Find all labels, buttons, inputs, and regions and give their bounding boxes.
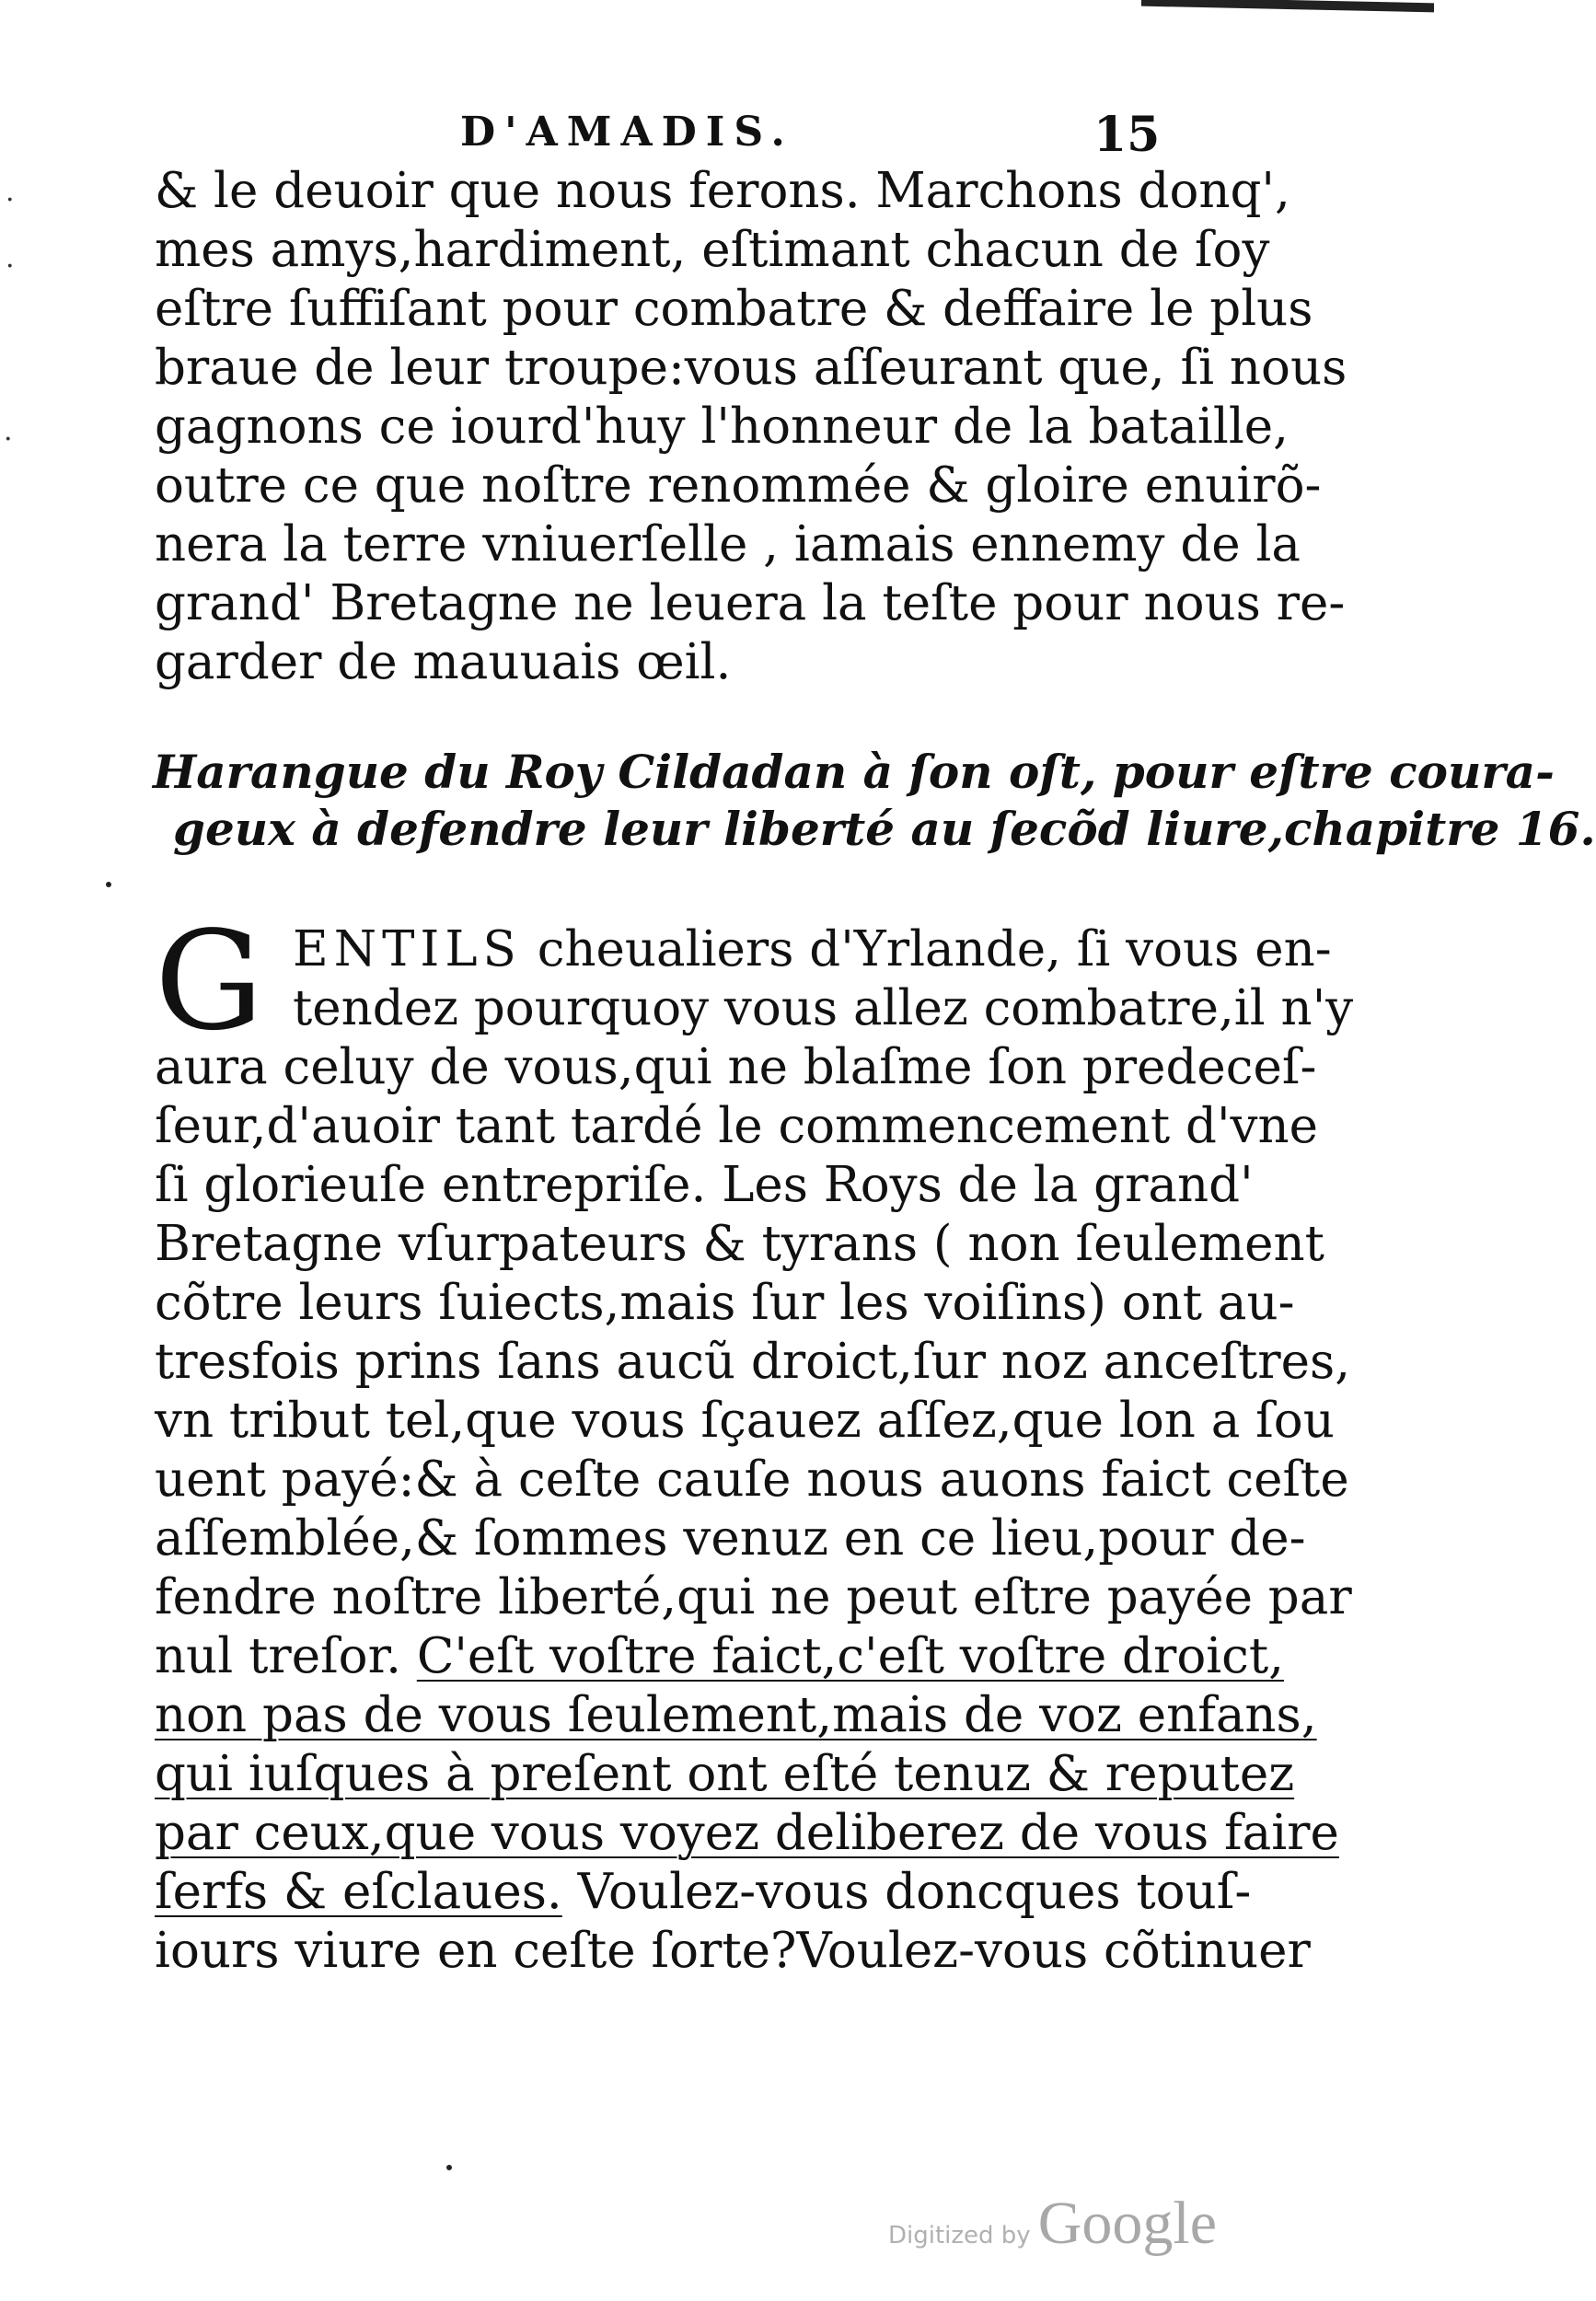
ink-speck: [446, 2165, 452, 2170]
drop-cap: G: [155, 902, 264, 1060]
text-line: [155, 920, 1332, 979]
underlined-passage: qui iuſques à preſent ont eſté tenuz & reputez: [155, 1746, 1295, 1802]
paragraph-2: [155, 920, 1354, 1981]
heading-line: geux à defendre leur liberté au ſecõd liure,chapitre 16.: [173, 802, 1596, 856]
text-line: vn tribut tel,que vous ſçauez aſſez,que lon a ſou: [155, 1393, 1335, 1449]
first-word: ENTILS: [293, 921, 522, 977]
text-line: grand' Bretagne ne leuera la teſte pour nous re-: [155, 575, 1346, 631]
text-segment: cheualiers d'Yrlande, ſi vous en-: [521, 921, 1332, 977]
text-line: [155, 1745, 1295, 1804]
text-line: [155, 1627, 1285, 1686]
text-segment: Voulez-vous doncques touſ-: [561, 1864, 1252, 1920]
text-line: fendre noſtre liberté,qui ne peut eſtre payée par: [155, 1569, 1352, 1625]
watermark-prefix: Digitized by: [888, 2222, 1031, 2249]
underlined-passage: non pas de vous ſeulement,mais de voz enfans,: [155, 1687, 1317, 1743]
text-line: ſi glorieuſe entrepriſe. Les Roys de la grand': [155, 1157, 1254, 1213]
underlined-passage: par ceux,que vous voyez deliberez de vous faire: [155, 1805, 1339, 1861]
text-line: tendez pourquoy vous allez combatre,il n'y: [293, 980, 1354, 1036]
margin-mark: ·: [6, 250, 15, 283]
underlined-passage: ſerfs & eſclaues.: [155, 1864, 562, 1920]
heading-line: Harangue du Roy Cildadan à ſon oſt, pour eſtre coura-: [153, 745, 1555, 799]
text-line: [155, 1686, 1317, 1745]
text-line: [155, 1863, 1252, 1922]
text-segment: nul treſor.: [155, 1628, 417, 1684]
text-line: eſtre ſuffiſant pour combatre & deffaire le plus: [155, 281, 1313, 337]
page-number: 15: [1093, 107, 1161, 163]
text-line: aſſemblée,& ſommes venuz en ce lieu,pour de-: [155, 1510, 1306, 1567]
paragraph-1: [155, 162, 1347, 692]
text-line: iours viure en ceſte ſorte?Voulez-vous cõtinuer: [155, 1923, 1311, 1979]
text-line: mes amys,hardiment, eſtimant chacun de ſoy: [155, 222, 1270, 278]
text-line: braue de leur troupe:vous aſſeurant que, ſi nous: [155, 340, 1347, 396]
text-line: uent payé:& à ceſte cauſe nous auons faict ceſte: [155, 1451, 1349, 1508]
section-heading: [153, 744, 1596, 858]
google-logo: Google: [1037, 2190, 1217, 2257]
margin-mark: ·: [4, 423, 13, 456]
text-line: tresfois prins ſans aucũ droict,ſur noz anceſtres,: [155, 1334, 1351, 1390]
ink-speck: [106, 882, 111, 887]
text-line: cõtre leurs ſuiects,mais ſur les voiſins) ont au-: [155, 1275, 1295, 1331]
text-line: aura celuy de vous,qui ne blaſme ſon predeceſ-: [155, 1039, 1317, 1095]
margin-mark: ·: [6, 184, 15, 216]
text-line: [155, 1804, 1339, 1863]
underlined-passage: C'eſt voſtre faict,c'eſt voſtre droict,: [416, 1628, 1285, 1684]
text-line: nera la terre vniuerſelle , iamais ennemy de la: [155, 516, 1301, 572]
text-line: gagnons ce iourd'huy l'honneur de la bataille,: [155, 399, 1289, 455]
text-line: ſeur,d'auoir tant tardé le commencement d'vne: [155, 1098, 1318, 1154]
text-line: & le deuoir que nous ferons. Marchons donq',: [155, 163, 1290, 219]
text-line: outre ce que noſtre renommée & gloire enuirõ-: [155, 457, 1322, 514]
text-line: garder de mauuais œil.: [155, 634, 732, 690]
text-line: Bretagne vſurpateurs & tyrans ( non ſeulement: [155, 1216, 1324, 1272]
running-head: D'AMADIS.: [460, 109, 794, 156]
digitization-watermark: [888, 2189, 1217, 2259]
page-edge-rule: [1141, 0, 1434, 12]
